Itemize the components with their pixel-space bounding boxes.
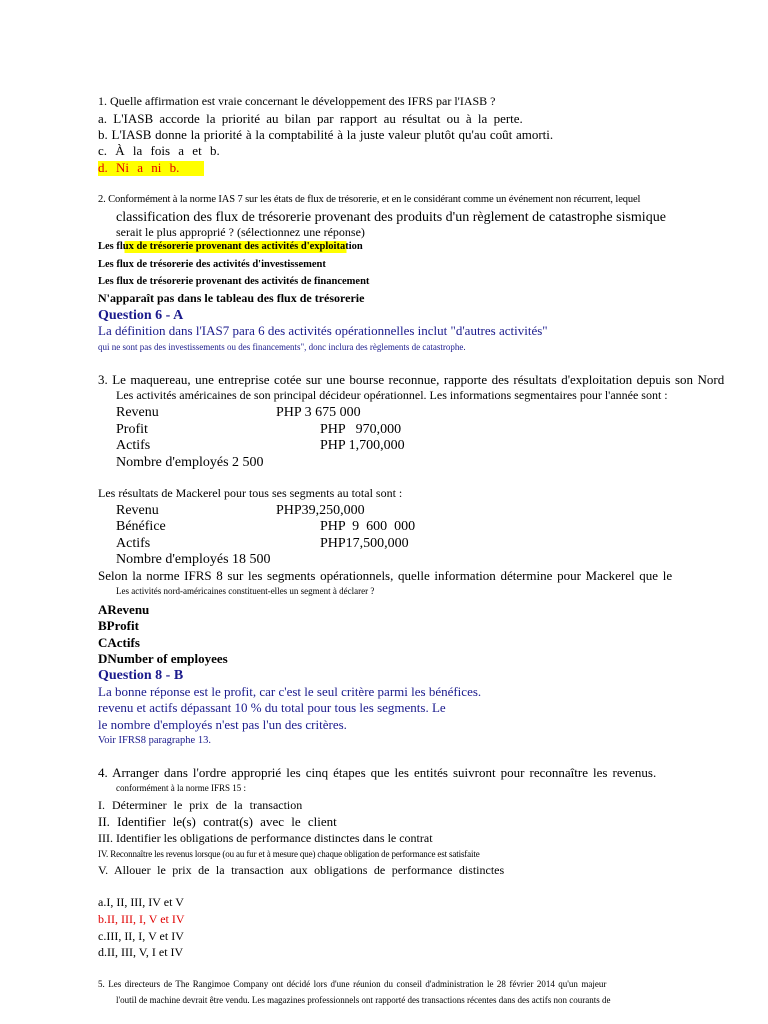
q3-explanation-reference: Voir IFRS8 paragraphe 13.: [98, 735, 211, 746]
q3-ask-line2: Les activités nord-américaines constituent-elles un segment à déclarer ?: [116, 586, 375, 596]
q4-option-c: c.III, II, I, V et IV: [98, 929, 184, 943]
q3-intro-line2: Les activités américaines de son principal décideur opérationnel. Les informations segmentaires pour l'année sont :: [116, 388, 668, 402]
q2-answer-heading: Question 6 - A: [98, 308, 184, 323]
q4-option-d: d.II, III, V, I et IV: [98, 945, 184, 959]
q3-total-profit-label: Bénéfice: [116, 519, 166, 534]
q3-explanation-line3: le nombre d'employés n'est pas l'un des critères.: [98, 717, 347, 732]
q2-question-line1: 2. Conformément à la norme IAS 7 sur les états de flux de trésorerie, et en le considérant comme un événement non récurrent, lequel: [98, 194, 641, 205]
q4-step-1: I. Déterminer le prix de la transaction: [98, 798, 303, 812]
q1-question: 1. Quelle affirmation est vraie concernant le développement des IFRS par l'IASB ?: [98, 94, 496, 108]
q3-segment-revenue-label: Revenu: [116, 405, 159, 420]
q2-question-line2: classification des flux de trésorerie provenant des produits d'un règlement de catastrophe sismique: [116, 210, 666, 225]
q3-option-b: BProfit: [98, 618, 139, 633]
q2-option-4: N'apparaît pas dans le tableau des flux de trésorerie: [98, 291, 365, 305]
q3-total-profit-value: PHP 9 600 000: [320, 519, 416, 534]
q3-option-c: CActifs: [98, 635, 140, 650]
q3-total-revenue-value: PHP39,250,000: [276, 503, 365, 518]
q2-explanation-line2: qui ne sont pas des investissements ou des financements", donc inclura des règlements de catastrophe.: [98, 342, 466, 352]
q4-step-5: V. Allouer le prix de la transaction aux obligations de performance distinctes: [98, 863, 505, 877]
q3-segment-revenue-value: PHP 3 675 000: [276, 405, 361, 420]
q3-total-intro: Les résultats de Mackerel pour tous ses segments au total sont :: [98, 486, 403, 500]
q3-explanation-line1: La bonne réponse est le profit, car c'est le seul critère parmi les bénéfices.: [98, 684, 482, 699]
q3-total-employees: Nombre d'employés 18 500: [116, 552, 271, 567]
q3-intro-line1: 3. Le maquereau, une entreprise cotée sur une bourse reconnue, rapporte des résultats d'exploitation depuis son Nord: [98, 372, 725, 387]
q4-option-a: a.I, II, III, IV et V: [98, 895, 184, 909]
q2-option-1-highlighted: Les flux de trésorerie provenant des activités d'exploitation: [98, 241, 363, 252]
q2-option-3: Les flux de trésorerie provenant des activités de financement: [98, 276, 370, 287]
q5-line2: l'outil de machine devrait être vendu. Les magazines professionnels ont rapporté des transactions récentes dans des actifs non courants de: [116, 995, 611, 1005]
q3-explanation-line2: revenu et actifs dépassant 10 % du total pour tous les segments. Le: [98, 700, 446, 715]
q1-option-b: b. L'IASB donne la priorité à la comptabilité à la juste valeur plutôt qu'au coût amorti.: [98, 127, 554, 142]
q3-total-assets-value: PHP17,500,000: [320, 536, 409, 551]
q2-option-2: Les flux de trésorerie des activités d'investissement: [98, 259, 326, 270]
q2-question-line3: serait le plus approprié ? (sélectionnez une réponse): [116, 225, 365, 239]
q3-segment-assets-value: PHP 1,700,000: [320, 438, 405, 453]
q3-total-assets-label: Actifs: [116, 536, 151, 551]
q2-explanation-line1: La définition dans l'IAS7 para 6 des activités opérationnelles inclut "d'autres activités": [98, 323, 548, 338]
q3-segment-profit-label: Profit: [116, 422, 148, 437]
q1-option-d-answer: d. Ni a ni b.: [98, 161, 204, 176]
q1-option-a: a. L'IASB accorde la priorité au bilan par rapport au résultat ou à la perte.: [98, 111, 523, 126]
q3-segment-assets-label: Actifs: [116, 438, 151, 453]
q5-line1: 5. Les directeurs de The Rangimoe Company ont décidé lors d'une réunion du conseil d'administration le 28 février 2014 qu'un majeur: [98, 979, 607, 989]
q4-step-2: II. Identifier le(s) contrat(s) avec le client: [98, 814, 337, 829]
q4-step-3: III. Identifier les obligations de performance distinctes dans le contrat: [98, 831, 433, 845]
q1-option-c: c. À la fois a et b.: [98, 143, 220, 158]
q3-segment-profit-value: PHP 970,000: [320, 422, 402, 437]
q3-answer-heading: Question 8 - B: [98, 668, 184, 683]
q3-total-revenue-label: Revenu: [116, 503, 159, 518]
q3-option-a: ARevenu: [98, 602, 150, 617]
q3-option-d: DNumber of employees: [98, 651, 228, 666]
q3-segment-employees: Nombre d'employés 2 500: [116, 455, 264, 470]
q4-step-4: IV. Reconnaître les revenus lorsque (ou au fur et à mesure que) chaque obligation de performance est satisfaite: [98, 849, 480, 859]
q4-option-b-answer: b.II, III, I, V et IV: [98, 912, 185, 926]
q4-intro-line1: 4. Arranger dans l'ordre approprié les cinq étapes que les entités suivront pour reconnaître les revenus.: [98, 765, 657, 780]
q4-intro-line2: conformément à la norme IFRS 15 :: [116, 783, 246, 793]
q3-ask-line1: Selon la norme IFRS 8 sur les segments opérationnels, quelle information détermine pour Mackerel que le: [98, 568, 673, 583]
